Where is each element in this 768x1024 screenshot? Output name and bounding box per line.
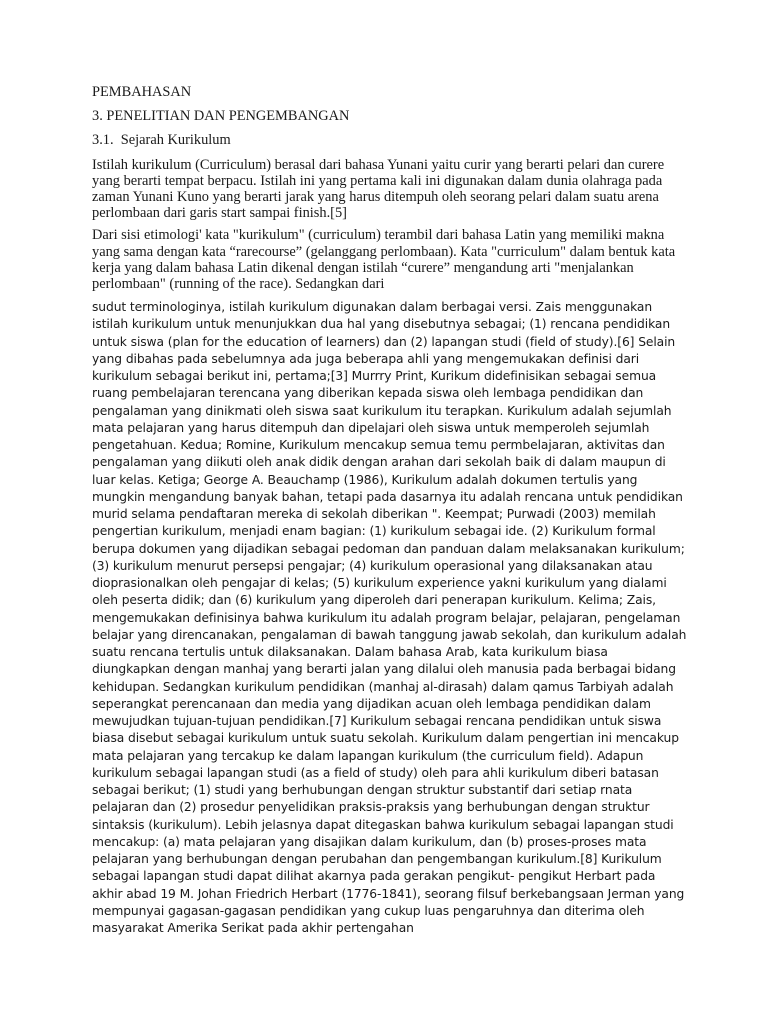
document-page [92,84,688,937]
paragraph-etymology-latin: Dari sisi etimologi' kata "kurikulum" (curriculum) terambil dari bahasa Latin yang memiliki makna yang sama dengan kata “rarecourse” (gelanggang perlombaan). Kata "curriculum" dalam bentuk kata kerja yang dalam bahasa Latin dikenal dengan istilah “curere” mengandung arti "menjalankan perlombaan" (running of the race). Sedangkan dari [92,227,676,293]
subsection-heading: 3.1. Sejarah Kurikulum [92,132,231,149]
section-heading: 3. PENELITIAN DAN PENGEMBANGAN [92,108,350,125]
paragraph-terminology: sudut terminologinya, istilah kurikulum digunakan dalam berbagai versi. Zais menggunakan istilah kurikulum untuk menunjukkan dua hal yang disebutnya sebagai; (1) rencana pendidikan untuk siswa (plan for the education of learners) dan (2) lapangan studi (field of study).[6] Selain yang dibahas pada sebelumnya ada juga beberapa ahli yang mengemukakan definisi dari kurikulum sebagai berikut ini, pertama;[3] Murrry Print, Kurikum didefinisikan sebagai semua ruang pembelajaran terencana yang diberikan kepada siswa oleh lembaga pendidikan dan pengalaman yang dinikmati oleh siswa saat kurikulum itu terapkan. Kurikulum adalah sejumlah mata pelajaran yang harus ditempuh dan dipelajari oleh siswa untuk memperoleh sejumlah pengetahuan. Kedua; Romine, Kurikulum mencakup semua temu permbelajaran, aktivitas dan pengalaman yang diikuti oleh anak didik dengan arahan dari sekolah baik di dalam maupun di luar kelas. Ketiga; George A. Beauchamp (1986), Kurikulum adalah dokumen tertulis yang mungkin mengandung banyak bahan, tetapi pada dasarnya itu adalah rencana untuk pendidikan murid selama pendaftaran mereka di sekolah diberikan ". Keempat; Purwadi (2003) memilah pengertian kurikulum, menjadi enam bagian: (1) kurikulum sebagai ide. (2) Kurikulum formal berupa dokumen yang dijadikan sebagai pedoman dan panduan dalam melaksanakan kurikulum; (3) kurikulum menurut persepsi pengajar; (4) kurikulum operasional yang dilaksanakan atau dioprasionalkan oleh pengajar di kelas; (5) kurikulum experience yakni kurikulum yang dialami oleh peserta didik; dan (6) kurikulum yang diperoleh dari penerapan kurikulum. Kelima; Zais, mengemukakan definisinya bahwa kurikulum itu adalah program belajar, pelajaran, pengelaman belajar yang direncanakan, pengalaman di bawah tanggung jawab sekolah, dan kurikulum adalah suatu rencana tertulis untuk dilaksanakan. Dalam bahasa Arab, kata kurikulum biasa diungkapkan dengan manhaj yang berarti jalan yang dilalui oleh manusia pada berbagai bidang kehidupan. Sedangkan kurikulum pendidikan (manhaj al-dirasah) dalam qamus Tarbiyah adalah seperangkat perencanaan dan media yang dijadikan acuan oleh lembaga pendidikan dalam mewujudkan tujuan-tujuan pendidikan.[7] Kurikulum sebagai rencana pendidikan untuk siswa biasa disebut sebagai kurikulum untuk suatu sekolah. Kurikulum dalam pengertian ini mencakup mata pelajaran yang tercakup ke dalam lapangan kurikulum (the curriculum field). Adapun kurikulum sebagai lapangan studi (as a field of study) oleh para ahli kurikulum diberi batasan sebagai berikut; (1) studi yang berhubungan dengan struktur substantif dari setiap rnata pelajaran dan (2) prosedur penyelidikan praksis-praksis yang berhubungan dengan struktur sintaksis (kurikulum). Lebih jelasnya dapat ditegaskan bahwa kurikulum sebagai lapangan studi mencakup: (a) mata pelajaran yang disajikan dalam kurikulum, dan (b) proses-proses mata pelajaran yang berhubungan dengan perubahan dan pengembangan kurikulum.[8] Kurikulum sebagai lapangan studi dapat dilihat akarnya pada gerakan pengikut- pengikut Herbart pada akhir abad 19 M. Johan Friedrich Herbart (1776-1841), seorang filsuf berkebangsaan Jerman yang mempunyai gagasan-gagasan pendidikan yang cukup luas pengaruhnya dan diterima oleh masyarakat Amerika Serikat pada akhir pertengahan [92,300,687,936]
paragraph-etymology-greek: Istilah kurikulum (Curriculum) berasal dari bahasa Yunani yaitu curir yang berarti pelari dan curere yang berarti tempat berpacu. Istilah ini yang pertama kali ini digunakan dalam dunia olahraga pada zaman Yunani Kuno yang berarti jarak yang harus ditempuh oleh seorang pelari dalam suatu arena perlombaan dari garis start sampai finish.[5] [92,156,665,222]
document-title: PEMBAHASAN [92,84,192,100]
